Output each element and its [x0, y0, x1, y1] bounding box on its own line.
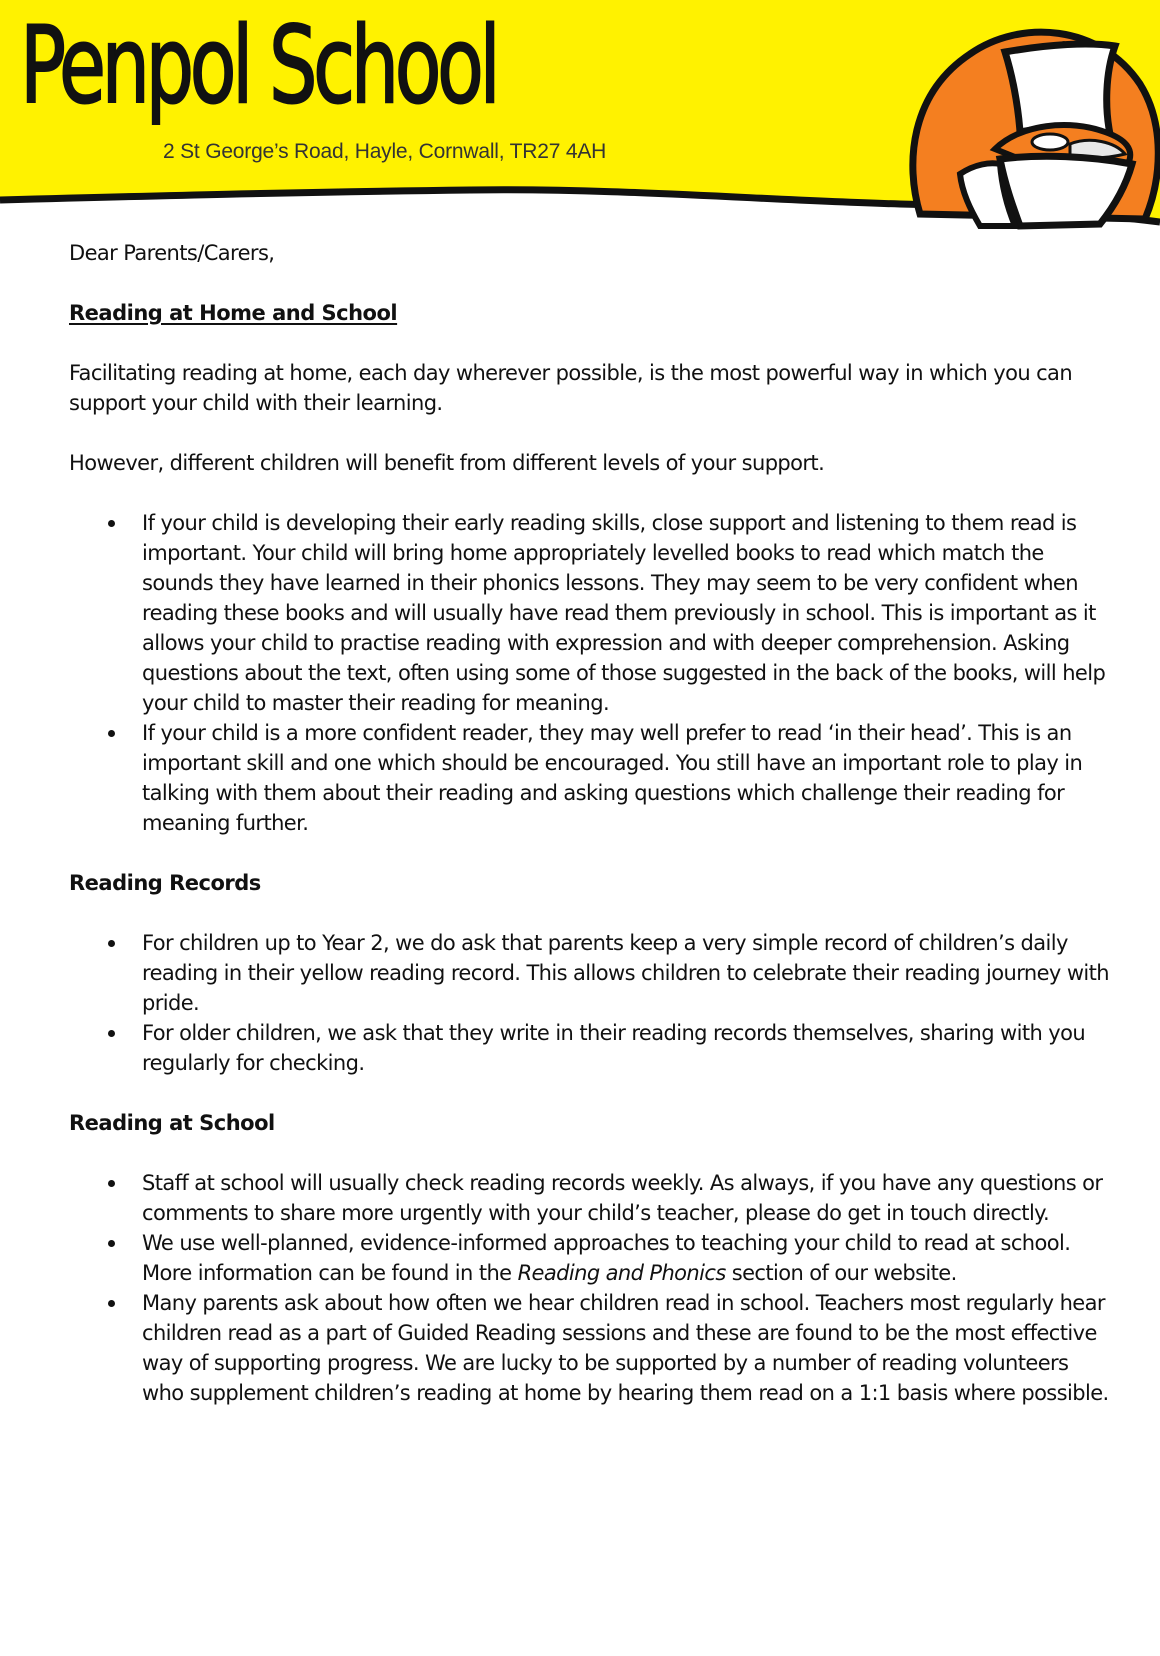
reading-and-phonics-reference: Reading and Phonics: [517, 1261, 726, 1285]
section-heading-reading-at-home: Reading at Home and School: [69, 301, 398, 325]
list-item: Many parents ask about how often we hear children read in school. Teachers most regularly hear children read as a part of Guided Reading sessions and these are found to be the most effective way of supporting progress. We are lucky to be supported by a number of reading volunteers who supplement children’s reading at home by hearing them read on a 1:1 basis where possible.: [142, 1288, 1109, 1408]
list-item: For children up to Year 2, we do ask that parents keep a very simple record of children’s daily reading in their yellow reading record. This allows children to celebrate their reading journey with pride.: [142, 928, 1109, 1018]
section-heading-reading-records: Reading Records: [69, 871, 261, 895]
reading-at-school-list: [69, 1168, 1109, 1408]
list-item: For older children, we ask that they write in their reading records themselves, sharing with you regularly for checking.: [142, 1018, 1109, 1078]
support-paragraph: However, different children will benefit from different levels of your support.: [69, 451, 825, 475]
section-heading-reading-at-school: Reading at School: [69, 1111, 275, 1135]
list-item-text: We use well-planned, evidence-informed approaches to teaching your child to read at school. More information can be found in the: [142, 1231, 1071, 1285]
school-address: 2 St George’s Road, Hayle, Cornwall, TR27 4AH: [163, 140, 607, 163]
letter-body: [69, 238, 1109, 1438]
list-item: If your child is developing their early reading skills, close support and listening to them read is important. Your child will bring home appropriately levelled books to read which match the sounds they have learned in their phonics lessons. They may seem to be very confident when reading these books and will usually have read them previously in school. This is important as it allows your child to practise reading with expression and with deeper comprehension. Asking questions about the text, often using some of those suggested in the back of the books, will help your child to master their reading for meaning.: [142, 508, 1109, 718]
reading-at-home-list: [69, 508, 1109, 838]
list-item: Staff at school will usually check reading records weekly. As always, if you have any questions or comments to share more urgently with your child’s teacher, please do get in touch directly.: [142, 1168, 1109, 1228]
reading-records-list: [69, 928, 1109, 1078]
list-item: If your child is a more confident reader, they may well prefer to read ‘in their head’. This is an important skill and one which should be encouraged. You still have an important role to play in talking with them about their reading and asking questions which challenge their reading for meaning further.: [142, 718, 1109, 838]
ship-in-sun-logo-icon: [900, 14, 1160, 234]
letterhead: [0, 0, 1160, 240]
list-item-text: section of our website.: [725, 1261, 957, 1285]
salutation: Dear Parents/Carers,: [69, 241, 275, 265]
list-item: [142, 1228, 1109, 1288]
school-name: Penpol School: [20, 4, 497, 127]
intro-paragraph: Facilitating reading at home, each day wherever possible, is the most powerful way in which you can support your child with their learning.: [69, 361, 1073, 415]
